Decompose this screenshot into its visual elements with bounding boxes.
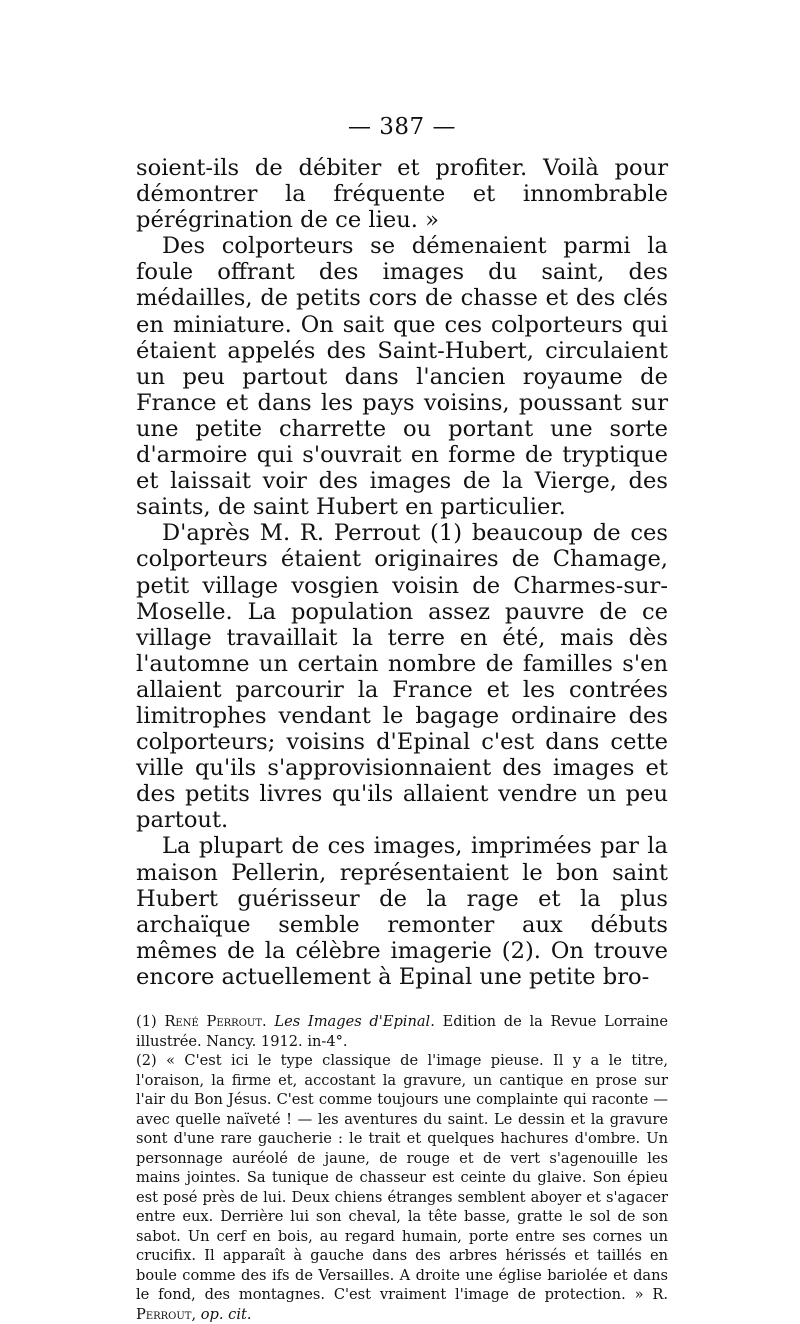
body-text — [136, 155, 668, 990]
paragraph-continuation: soient-ils de débiter et profiter. Voilà pour démontrer la fréquente et innombrable pérégrination de ce lieu. » — [136, 155, 668, 234]
paragraph-perrout: D'après M. R. Perrout (1) beaucoup de ces colporteurs étaient originaires de Chamage, petit village vosgien voisin de Charmes-sur-Moselle. La population assez pauvre de ce village travaillait la terre en été, mais dès l'automne un certain nombre de familles s'en allaient parcourir la France et les contrées limitrophes vendant le bagage ordinaire des colporteurs; voisins d'Epinal c'est dans cette ville qu'ils s'approvisionnaient des images et des petits livres qu'ils allaient vendre un peu partout. — [136, 520, 668, 834]
footnote-2 — [136, 1051, 668, 1324]
footnote-1 — [136, 1012, 668, 1051]
footnotes — [136, 1012, 668, 1324]
page-number: — 387 — — [347, 114, 457, 140]
footnote-1-rest: Edition de la Revue Lorraine illustrée. Nancy. 1912. in-4°. — [136, 1013, 669, 1050]
footnote-2-cite: op. cit. — [200, 1305, 252, 1323]
book-page — [136, 112, 668, 1324]
paragraph-colporteurs: Des colporteurs se démenaient parmi la foule offrant des images du saint, des médailles, de petits cors de chasse et des clés en miniature. On sait que ces colporteurs qui étaient appelés des Saint-Hubert, circulaient un peu partout dans l'ancien royaume de France et dans les pays voisins, poussant sur une petite charrette ou portant une sorte d'armoire qui s'ouvrait en forme de tryptique et laissait voir des images de la Vierge, des saints, de saint Hubert en particulier. — [136, 233, 668, 521]
paragraph-pellerin: La plupart de ces images, imprimées par la maison Pellerin, représentaient le bon saint Hubert guérisseur de la rage et la plus archaïque semble remonter aux débuts mêmes de la célèbre imagerie (2). On trouve encore actuellement à Epinal une petite bro- — [136, 833, 668, 990]
footnote-2-text: (2) « C'est ici le type classique de l'image pieuse. Il y a le titre, l'oraison, la firme et, accostant la gravure, un cantique en prose sur l'air du Bon Jésus. C'est comme toujours une complainte qui raconte — avec quelle naïveté ! — les aventures du saint. Le dessin et la gravure sont d'une rare gaucherie : le trait et quelques hachures d'ombre. Un personnage auréolé de jaune, de rouge et de vert s'agenouille les mains jointes. Sa tunique de chasseur est ceinte du glaive. Son épieu est posé près de lui. Deux chiens étranges semblent aboyer et s'agacer entre eux. Derrière lui son cheval, la tête basse, gratte le sol de son sabot. Un cerf en bois, au regard humain, porte entre ses cornes un crucifix. Il apparaît à gauche dans des arbres hérissés et taillés en boule comme des ifs de Versailles. A droite une église bariolée et dans le fond, des montagnes. C'est vraiment l'image de protection. » — [136, 1052, 668, 1303]
footnote-1-title: Les Images d'Epinal. — [274, 1013, 435, 1030]
footnote-2-author: R. Perrout, — [136, 1286, 668, 1323]
footnote-1-author: René Perrout. — [164, 1013, 267, 1030]
footnote-1-marker: (1) — [136, 1013, 157, 1030]
